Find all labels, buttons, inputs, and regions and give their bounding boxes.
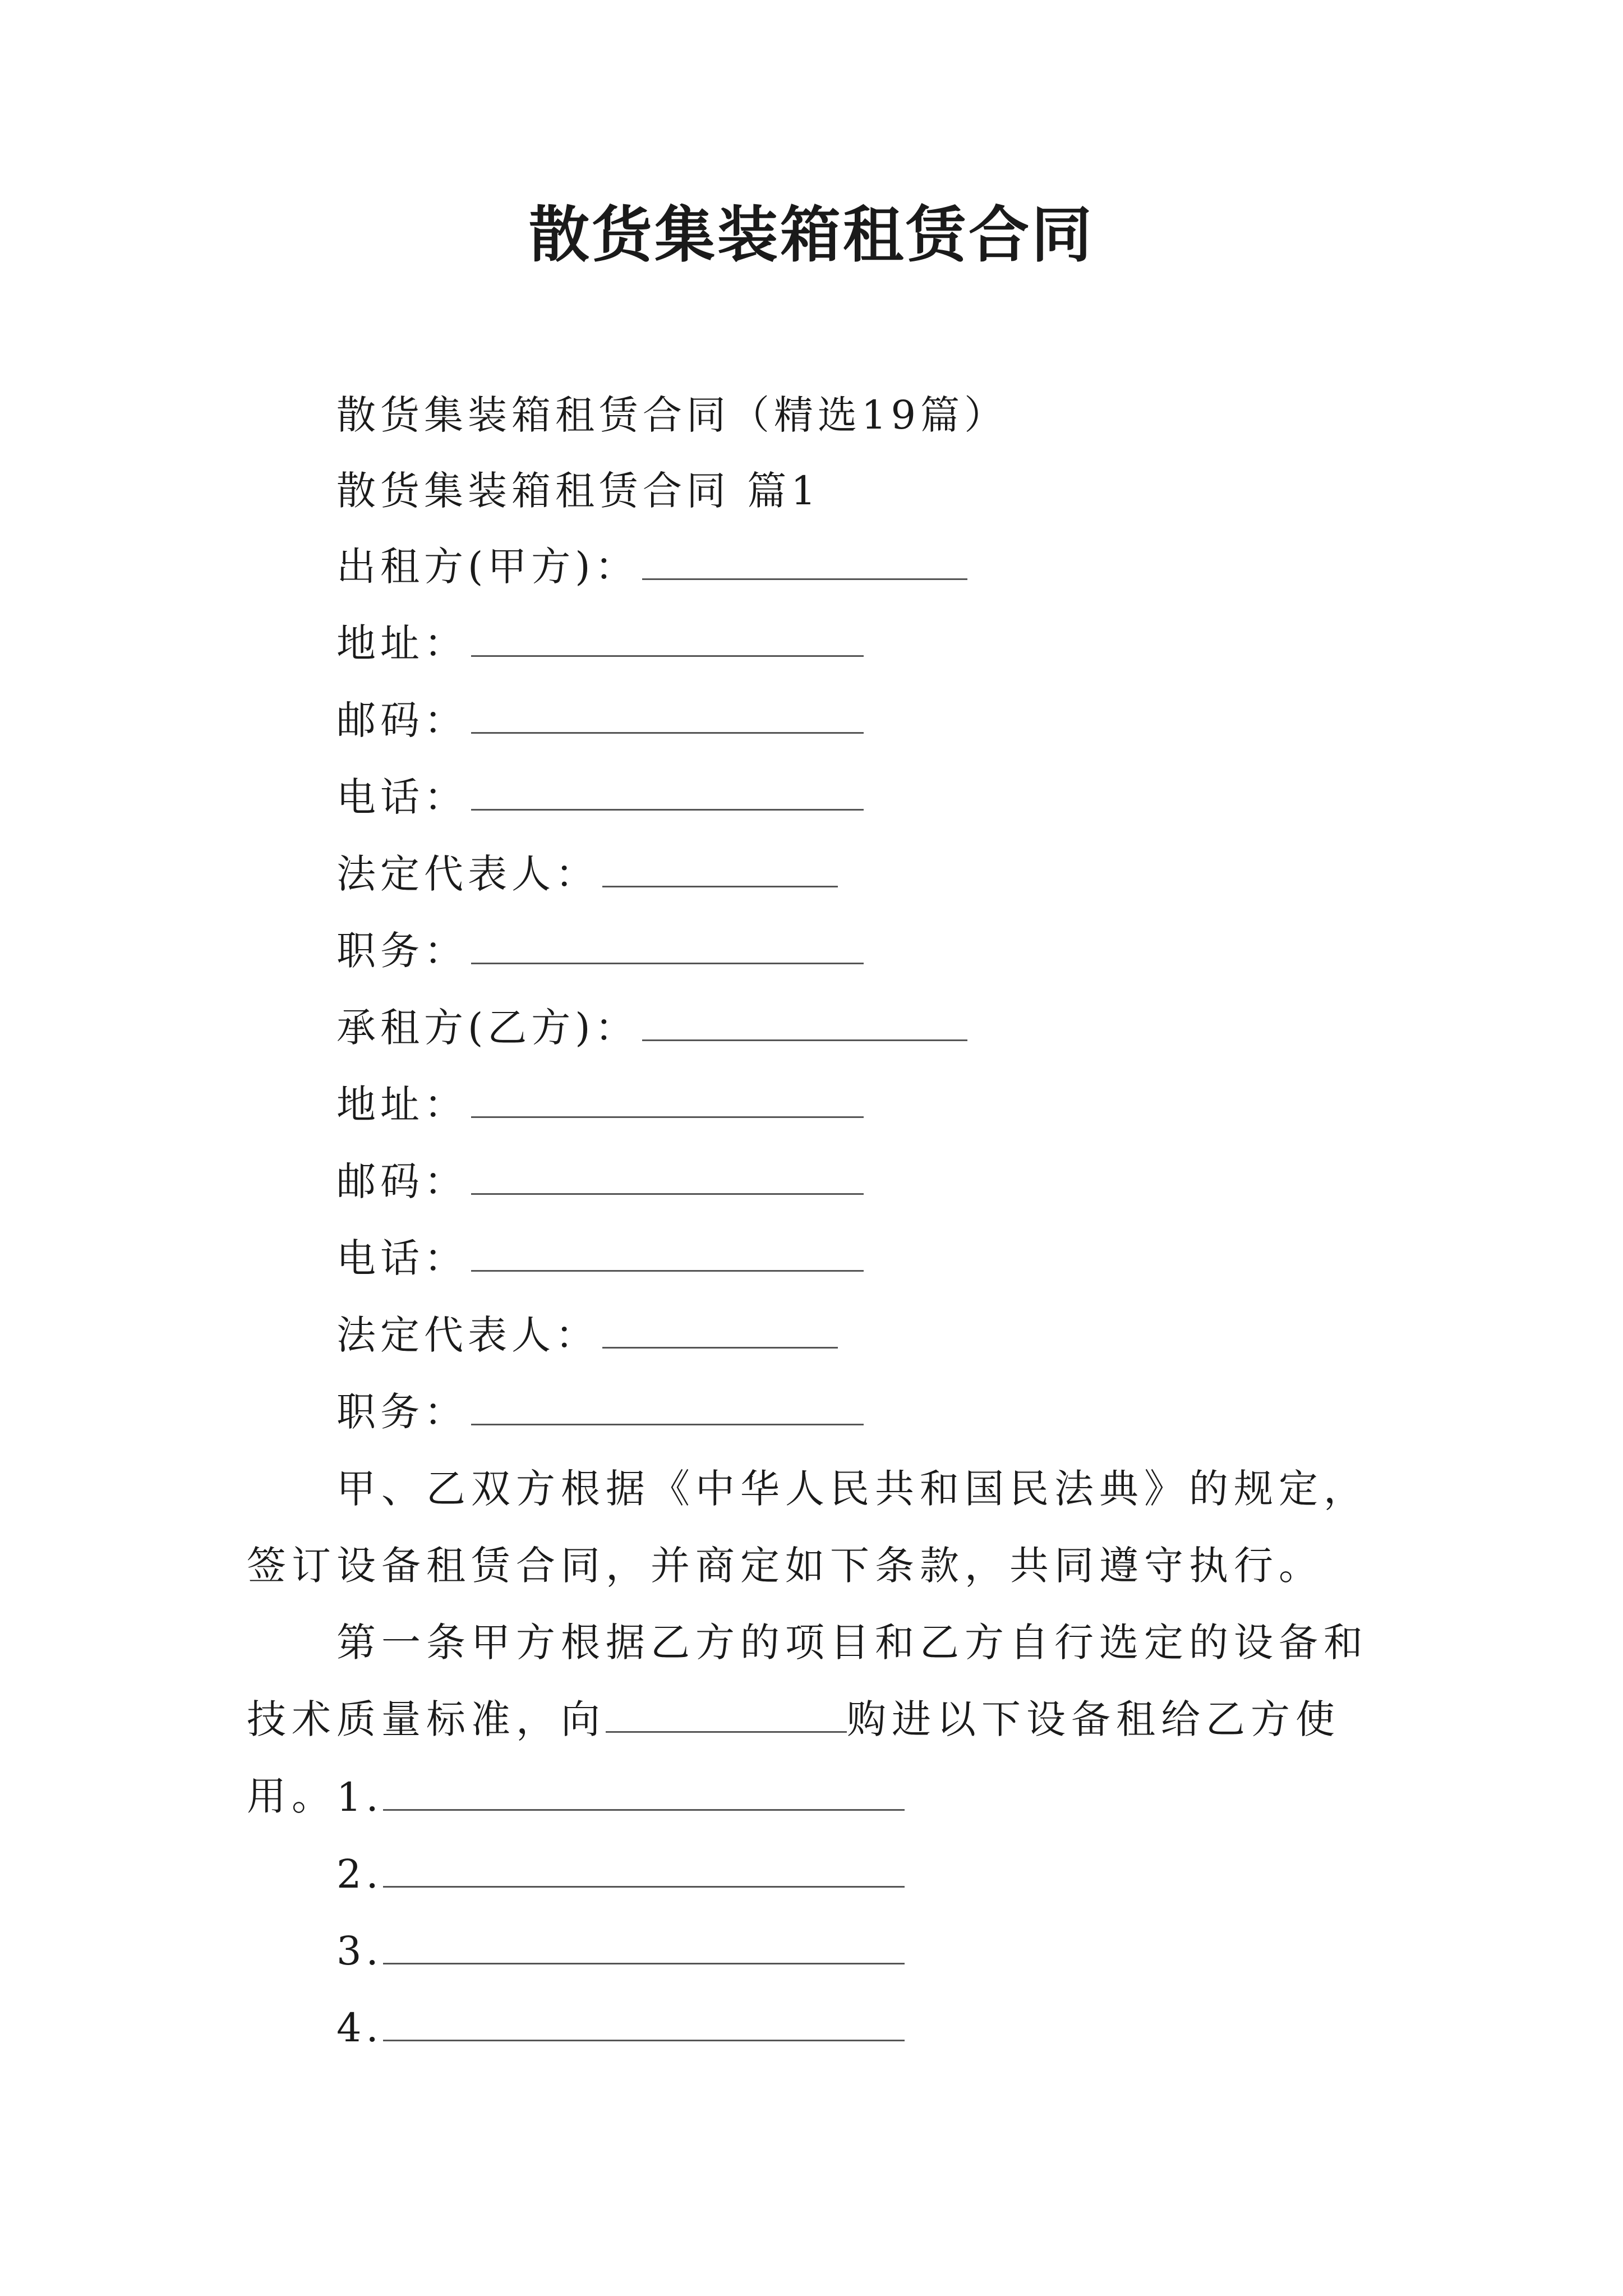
party-a-lessor-row xyxy=(336,539,967,595)
party-a-lessor-blank[interactable] xyxy=(642,545,967,580)
list-item xyxy=(336,1846,905,1902)
party-b-phone-label: 电话： xyxy=(336,1235,468,1281)
list-item-blank[interactable] xyxy=(383,1775,905,1811)
party-a-phone-row xyxy=(336,769,864,825)
party-a-address-blank[interactable] xyxy=(471,622,864,657)
party-b-lessee-row xyxy=(336,1000,967,1056)
party-b-legal-rep-row xyxy=(336,1307,838,1363)
section-heading: 散货集装箱租赁合同 篇1 xyxy=(336,468,820,514)
party-b-postcode-blank[interactable] xyxy=(471,1159,864,1195)
party-b-postcode-row xyxy=(336,1153,864,1209)
party-a-postcode-row xyxy=(336,692,864,748)
list-item-blank[interactable] xyxy=(383,1929,905,1964)
party-b-postcode-label: 邮码： xyxy=(336,1158,468,1204)
list-item-number: 1. xyxy=(336,1774,383,1820)
party-b-phone-row xyxy=(336,1230,864,1286)
party-b-legal-rep-label: 法定代表人： xyxy=(336,1312,599,1358)
party-b-position-row xyxy=(336,1384,864,1440)
collection-subtitle: 散货集装箱租赁合同（精选19篇） xyxy=(336,392,1008,438)
party-b-address-blank[interactable] xyxy=(471,1083,864,1118)
party-b-position-label: 职务： xyxy=(336,1389,468,1435)
list-item xyxy=(336,1923,905,1979)
party-a-address-label: 地址： xyxy=(336,620,468,666)
list-item xyxy=(336,2000,905,2056)
party-b-address-label: 地址： xyxy=(336,1082,468,1128)
article-1-text-part2: 购进以下设备租给乙方使用。 xyxy=(247,1696,1340,1819)
party-b-legal-rep-blank[interactable] xyxy=(602,1313,838,1349)
list-item xyxy=(336,1769,905,1825)
party-b-lessee-label: 承租方(乙方)： xyxy=(336,1005,639,1051)
party-b-address-row xyxy=(336,1076,864,1133)
list-item-blank[interactable] xyxy=(383,2006,905,2041)
party-b-lessee-blank[interactable] xyxy=(642,1006,967,1041)
party-a-legal-rep-blank[interactable] xyxy=(602,852,838,887)
list-item-number: 4. xyxy=(336,2005,383,2051)
party-a-address-row xyxy=(336,615,864,671)
supplier-blank[interactable] xyxy=(606,1697,847,1733)
party-a-position-label: 职务： xyxy=(336,928,468,974)
list-item-number: 3. xyxy=(336,1928,383,1974)
party-a-phone-label: 电话： xyxy=(336,774,468,820)
party-a-legal-rep-row xyxy=(336,846,838,902)
party-a-lessor-label: 出租方(甲方)： xyxy=(336,544,639,590)
party-a-postcode-label: 邮码： xyxy=(336,697,468,743)
party-a-postcode-blank[interactable] xyxy=(471,698,864,734)
party-a-position-row xyxy=(336,923,864,979)
party-b-position-blank[interactable] xyxy=(471,1390,864,1425)
party-a-phone-blank[interactable] xyxy=(471,775,864,811)
party-a-position-blank[interactable] xyxy=(471,929,864,964)
party-a-legal-rep-label: 法定代表人： xyxy=(336,851,599,897)
list-item-blank[interactable] xyxy=(383,1852,905,1888)
article-1-text-part1: 第一条甲方根据乙方的项目和乙方自行选定的设备和技术质量标准，向 xyxy=(247,1619,1368,1742)
list-item-number: 2. xyxy=(336,1851,383,1897)
party-b-phone-blank[interactable] xyxy=(471,1236,864,1272)
document-title: 散货集装箱租赁合同 xyxy=(528,200,1094,270)
intro-paragraph: 甲、乙双方根据《中华人民共和国民法典》的规定，签订设备租赁合同，并商定如下条款，共同遵守执行。 xyxy=(247,1466,1368,1589)
